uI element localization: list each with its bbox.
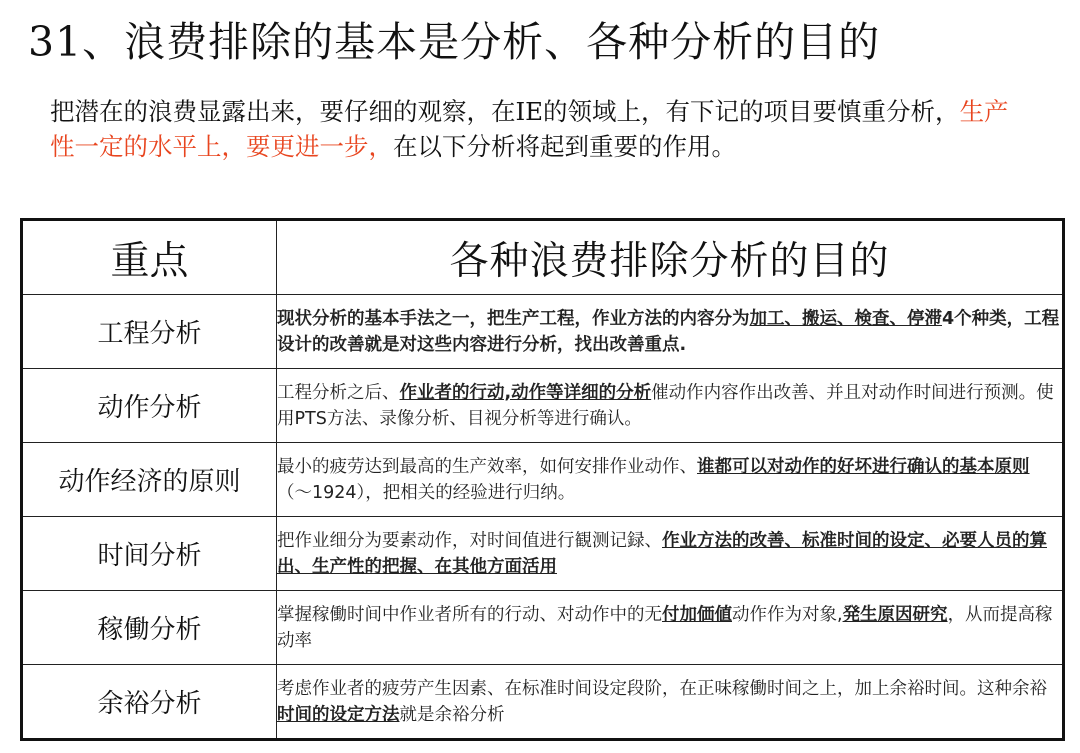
- row-description: [277, 517, 1064, 591]
- description-segment: 动作作为对象,: [732, 604, 843, 625]
- description-segment: （～1924），把相关的经验进行归纳。: [277, 482, 576, 503]
- intro-paragraph: [50, 94, 1025, 164]
- row-description: [277, 295, 1064, 369]
- header-key: 重点: [22, 220, 277, 295]
- row-description: [277, 443, 1064, 517]
- intro-text-2: 在以下分析将起到重要的作用。: [393, 132, 736, 161]
- page-title: 31、浪费排除的基本是分析、各种分析的目的: [28, 18, 881, 66]
- description-segment: 最小的疲劳达到最高的生产效率，如何安排作业动作、: [277, 456, 697, 477]
- description-segment: ，从而提高稼动率: [277, 604, 1053, 651]
- table-row: [22, 295, 1064, 369]
- description-segment: 作业者的行动,动作等详细的分析: [399, 382, 652, 403]
- description-segment: 作业方法的改善、标准时间的设定、必要人员的算出、生产性的把握、在其他方面活用: [277, 530, 1047, 577]
- description-segment: 発生原因研究: [842, 604, 948, 625]
- description-segment: 付加価値: [662, 604, 732, 625]
- description-segment: 4个种类，工程设计的改善就是对这些内容进行分析，找出改善重点.: [277, 308, 1060, 355]
- table-row: [22, 665, 1064, 740]
- row-description: [277, 591, 1064, 665]
- table-row: [22, 369, 1064, 443]
- description-segment: 谁都可以对动作的好坏进行确认的基本原则: [697, 456, 1030, 477]
- intro-text-1: 把潜在的浪费显露出来，要仔细的观察，在IE的领域上，有下记的项目要慎重分析，: [50, 97, 960, 126]
- table-row: [22, 443, 1064, 517]
- description-segment: 考虑作业者的疲劳产生因素、在标准时间设定段阶，在正味稼働时间之上，加上余裕时间。这种余裕: [277, 678, 1047, 699]
- description-segment: 掌握稼働时间中作业者所有的行动、对动作中的无: [277, 604, 662, 625]
- table-header-row: [22, 220, 1064, 295]
- description-segment: 就是余裕分析: [399, 704, 505, 725]
- description-segment: 加工、搬运、検査、停滞: [749, 308, 942, 329]
- row-key: 动作分析: [22, 369, 277, 443]
- row-description: [277, 369, 1064, 443]
- row-key: 工程分析: [22, 295, 277, 369]
- header-purpose: 各种浪费排除分析的目的: [277, 220, 1064, 295]
- table-row: [22, 517, 1064, 591]
- row-key: 稼働分析: [22, 591, 277, 665]
- intro-highlight: 生产性一定的水平上，要更进一步，: [50, 97, 1009, 161]
- description-segment: 催动作内容作出改善、并且对动作时间进行预测。使用PTS方法、录像分析、目视分析等进行确认。: [277, 382, 1054, 429]
- row-key: 时间分析: [22, 517, 277, 591]
- description-segment: 时间的设定方法: [277, 704, 400, 725]
- row-key: 余裕分析: [22, 665, 277, 740]
- row-description: [277, 665, 1064, 740]
- table-row: [22, 591, 1064, 665]
- description-segment: 现状分析的基本手法之一，把生产工程，作业方法的内容分为: [277, 308, 750, 329]
- row-key: 动作经济的原则: [22, 443, 277, 517]
- description-segment: 把作业细分为要素动作，对时间值进行観测记録、: [277, 530, 662, 551]
- description-segment: 工程分析之后、: [277, 382, 400, 403]
- analysis-table: [20, 218, 1065, 741]
